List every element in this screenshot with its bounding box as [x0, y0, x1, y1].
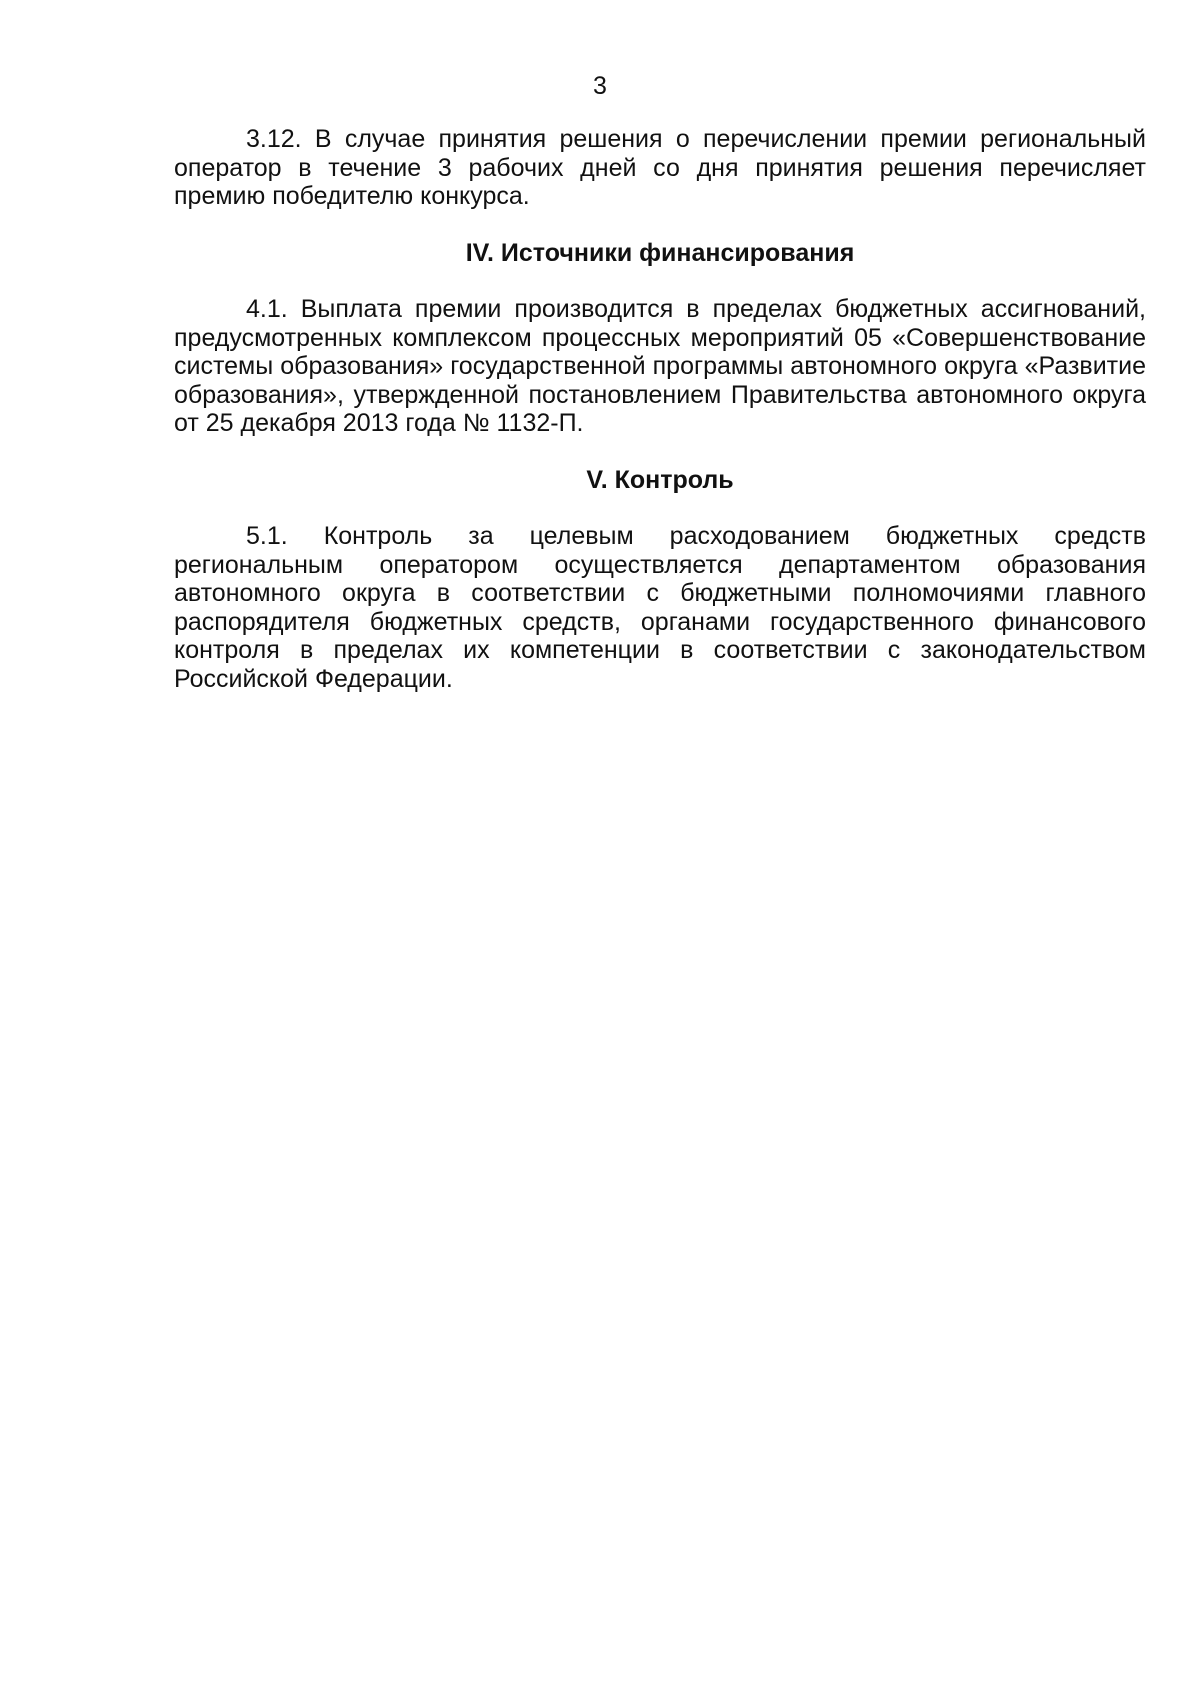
paragraph-5-1: 5.1. Контроль за целевым расходованием бюджетных средств региональным оператором осуществляется департаментом образования автономного округа в соответствии с бюджетными полномочиями главного распорядителя бюджетных средств, органами государственного финансового контроля в пределах их компетенции в соответствии с законодательством Российской Федерации. — [174, 522, 1146, 693]
spacer — [174, 211, 1146, 239]
paragraph-4-1: 4.1. Выплата премии производится в пределах бюджетных ассигнований, предусмотренных комплексом процессных мероприятий 05 «Совершенствование системы образования» государственной программы автономного округа «Развитие образования», утвержденной постановлением Правительства автономного округа от 25 декабря 2013 года № 1132-П. — [174, 295, 1146, 437]
section-heading-iv: IV. Источники финансирования — [465, 238, 855, 267]
spacer — [174, 438, 1146, 466]
spacer — [174, 494, 1146, 522]
page-number: 3 — [593, 72, 607, 100]
document-body — [174, 125, 1146, 693]
paragraph-3-12: 3.12. В случае принятия решения о перечислении премии региональный оператор в течение 3 рабочих дней со дня принятия решения перечисляет премию победителю конкурса. — [174, 125, 1146, 210]
spacer — [174, 267, 1146, 295]
section-heading-v: V. Контроль — [586, 465, 734, 494]
